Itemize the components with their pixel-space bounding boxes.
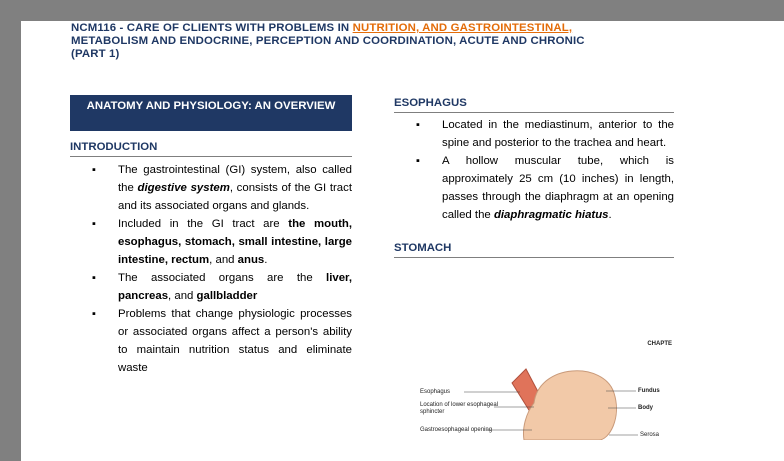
header-line1: CARE OF CLIENTS WITH PROBLEMS IN xyxy=(126,22,353,34)
header-dash: - xyxy=(116,22,127,34)
label-body: Body xyxy=(638,405,653,411)
item-text: Problems that change physiologic processes or associated organs affect a person's ability to maintain nutrition status and eliminate waste xyxy=(118,308,352,374)
item-text: Included in the GI tract are xyxy=(118,218,289,230)
item-text: , consists of the GI tract and its associated organs and glands. xyxy=(118,182,352,212)
stomach-illustration xyxy=(394,303,674,440)
item-text: , and xyxy=(209,254,238,266)
item-text: , and xyxy=(168,290,197,302)
item-emphasis: diaphragmatic hiatus xyxy=(493,209,609,221)
list-item xyxy=(70,269,352,305)
item-bold: gallbladder xyxy=(196,290,258,302)
introduction-list xyxy=(70,161,352,377)
page-header xyxy=(71,22,671,61)
item-text: The associated organs are the xyxy=(118,272,327,284)
bullet-icon: ▪ xyxy=(92,164,96,176)
right-column xyxy=(394,97,674,258)
bullet-icon: ▪ xyxy=(92,272,96,284)
item-text: A hollow muscular tube, which is approximately 25 cm (10 inches) in length, passes through the diaphragm at an opening called the xyxy=(442,155,674,221)
label-serosa: Serosa xyxy=(640,432,660,438)
chapter-label: CHAPTE xyxy=(647,341,672,347)
list-item xyxy=(70,305,352,377)
introduction-heading: INTRODUCTION xyxy=(70,141,352,157)
label-esophagus: Esophagus xyxy=(420,389,451,395)
header-link[interactable]: NUTRITION, AND GASTROINTESTINAL, xyxy=(352,22,573,34)
stomach-figure xyxy=(394,303,674,440)
list-item xyxy=(394,152,674,224)
item-text: The gastrointestinal (GI) system, also called the xyxy=(118,164,352,194)
item-text: . xyxy=(608,209,612,221)
bullet-icon: ▪ xyxy=(416,155,420,167)
item-bold: the mouth, esophagus, stomach, small intestine, large intestine, rectum xyxy=(118,218,352,266)
stomach-heading: STOMACH xyxy=(394,242,674,258)
header-line3: (PART 1) xyxy=(71,48,120,60)
item-text: . xyxy=(264,254,268,266)
bullet-icon: ▪ xyxy=(92,308,96,320)
left-column xyxy=(70,95,352,377)
label-fundus: Fundus xyxy=(638,388,660,394)
item-emphasis: digestive system xyxy=(137,182,230,194)
esophagus-heading: ESOPHAGUS xyxy=(394,97,674,113)
label-sphincter: Location of lower esophageal sphincter xyxy=(420,402,499,415)
course-code: NCM116 xyxy=(71,22,117,34)
item-bold: liver, pancreas xyxy=(118,272,352,302)
item-bold: anus xyxy=(237,254,265,266)
list-item xyxy=(70,215,352,269)
bullet-icon: ▪ xyxy=(416,119,420,131)
section-title-box: ANATOMY AND PHYSIOLOGY: AN OVERVIEW xyxy=(70,95,352,131)
list-item xyxy=(70,161,352,215)
esophagus-list xyxy=(394,116,674,224)
list-item xyxy=(394,116,674,152)
header-line2: METABOLISM AND ENDOCRINE, PERCEPTION AND COORDINATION, ACUTE AND CHRONIC xyxy=(71,35,585,47)
bullet-icon: ▪ xyxy=(92,218,96,230)
label-opening: Gastroesophageal opening xyxy=(420,427,493,433)
stomach-shape xyxy=(523,371,616,440)
item-text: Located in the mediastinum, anterior to the spine and posterior to the trachea and heart. xyxy=(442,119,674,149)
